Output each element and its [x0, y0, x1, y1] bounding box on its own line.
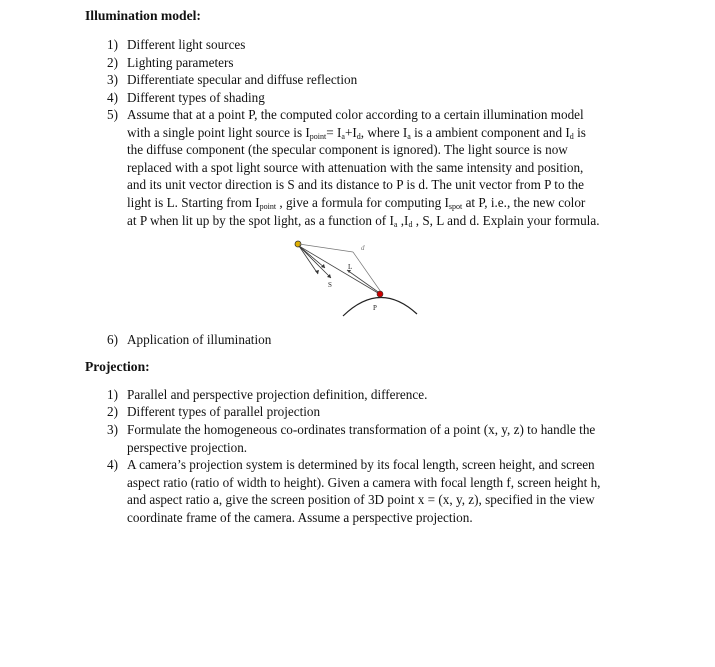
illumination-heading: Illumination model: — [85, 8, 201, 23]
point-p-icon — [377, 291, 383, 297]
label-l: L — [348, 263, 353, 271]
s-vector — [299, 246, 378, 293]
spotlight-diagram — [285, 238, 425, 318]
projection-heading: Projection: — [85, 359, 150, 374]
label-p: P — [373, 304, 377, 312]
l-vector — [347, 270, 381, 294]
label-s: S — [328, 281, 332, 289]
item-5-paragraph: Assume that at a point P, the computed color according to a certain illumination model with a single point light source is $I_{point}= I_a+I_d$, where $I_a$ is a ambient component and $I_d$ is the diffuse component (the specular component is ignored). The light source is now replaced with a spot light source with attenuation with the same intensity and position, and its unit vector direction is S and its distance to P is d. The unit vector from P to the light is L. Starting from $I_{point}$ , give a formula for computing $I_{spot}$ at P, i.e., the new color at P when lit up by the spot light, as a function of $I_a$ $,I_d$ , S, L and d. Explain your formula. — [127, 107, 600, 229]
label-d: d — [361, 244, 365, 252]
surface-curve — [343, 297, 417, 316]
document-page: Illumination model: 1) Different light sources 2) Lighting parameters 3) Differentiate specular and diffuse reflection 4) Different types of shading 5) Assume that at a point P, the computed color according to a certain illumination model with a single point light source is $I_{point}= I_a+I_d$, where $I_a$ is a ambient component and $I_d$ is the diffuse component (the specular component is ignored). The light source is now replaced with a spot light source with attenuation with the same intensity and position, and its unit vector direction is S and its distance to P is d. The unit vector from P to the light is L. Starting from $I_{point}$ , give a formula for computing $I_{spot}$ at P, i.e., the new color at P when lit up by the spot light, as a function of $I_a$ $,I_d$ , S, L and d. Explain your formula. d L S P 6) Application of illumination Projection: 1) Parallel and perspective projection definition, difference. 2) Different types of parallel projection 3) Formulate the homogeneous co-ordinates transformation of a point (x, y, z) to handle the perspective projection. 4) A camera’s projection system is determined by its focal length, screen height, and screen aspect ratio (ratio of width to height). Given a camera with focal length f, screen height h, and aspect ratio a, give the screen position of 3D point x = (x, y, z), specified in the view coordinate frame of the camera. Assume a perspective projection. — [0, 0, 715, 667]
